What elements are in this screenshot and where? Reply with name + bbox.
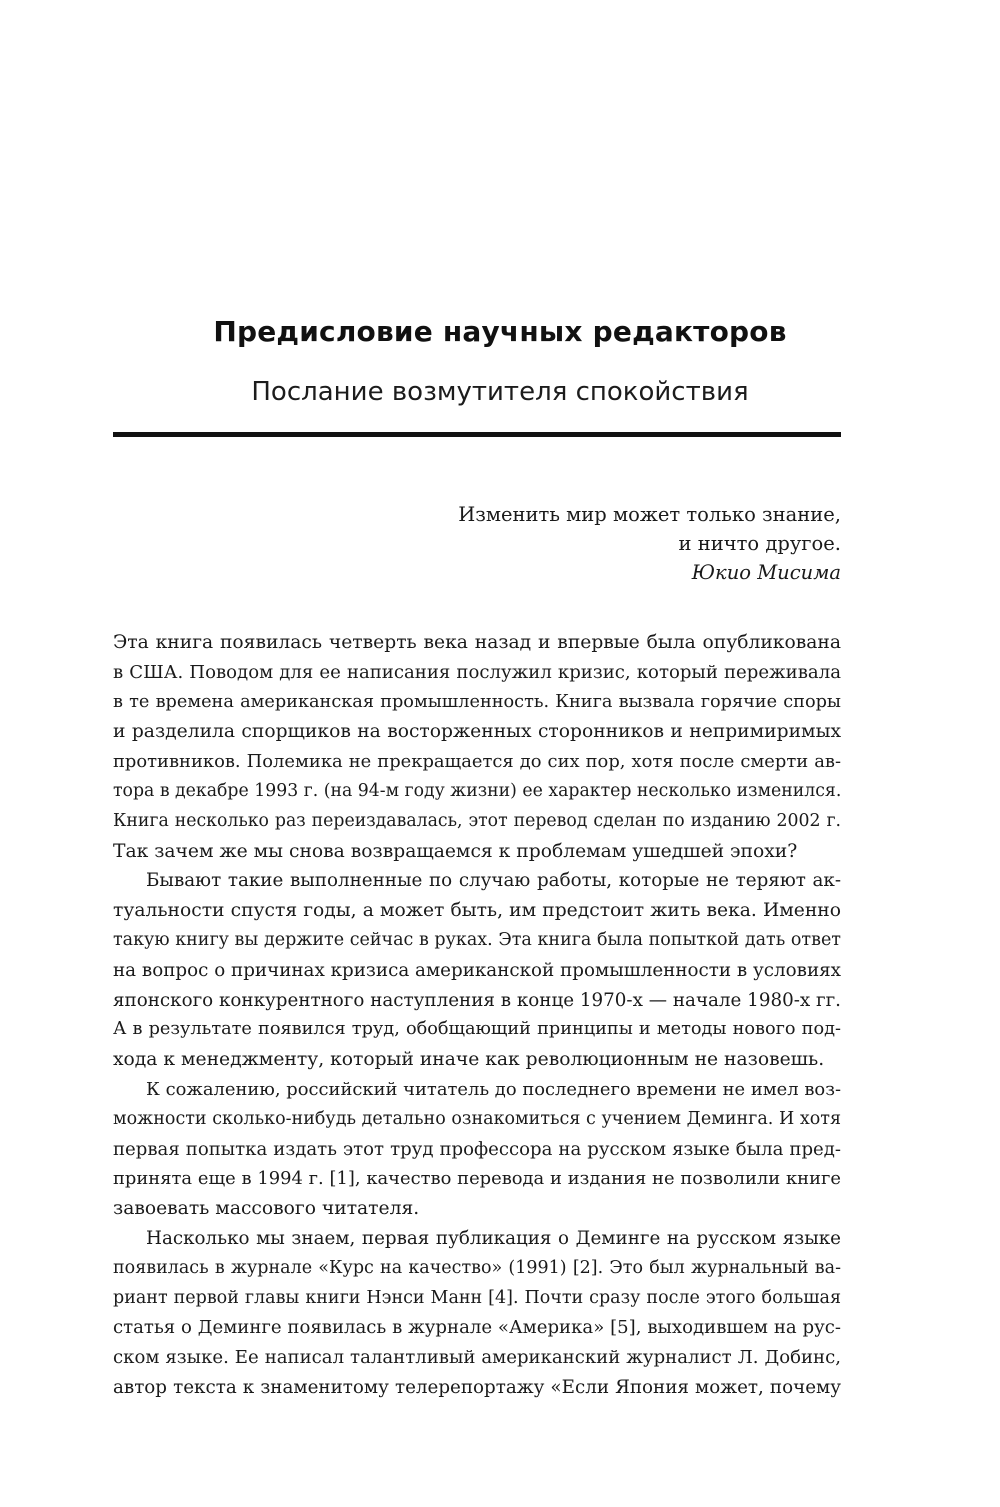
text-line: К сожалению, российский читатель до последнего времени не имел воз- bbox=[146, 1078, 841, 1100]
text-line: Книга несколько раз переиздавалась, этот перевод сделан по изданию 2002 г. bbox=[113, 810, 841, 831]
chapter-subtitle: Послание возмутителя спокойствия bbox=[251, 377, 749, 407]
text-line: Эта книга появилась четверть века назад и впервые была опубликована bbox=[113, 632, 841, 653]
epigraph-line: Изменить мир может только знание, bbox=[458, 503, 841, 526]
text-line: завоевать массового читателя. bbox=[113, 1198, 420, 1220]
text-line: туальности спустя годы, а может быть, им предстоит жить века. Именно bbox=[113, 900, 841, 922]
text-line: принята еще в 1994 г. [1], качество перевода и издания не позволили книге bbox=[113, 1168, 841, 1190]
body-text bbox=[113, 628, 841, 1403]
epigraph-line: и ничто другое. bbox=[678, 532, 841, 555]
text-line: автор текста к знаменитому телерепортажу «Если Япония может, почему bbox=[113, 1376, 841, 1398]
text-line: и разделила спорщиков на восторженных сторонников и непримиримых bbox=[113, 721, 841, 743]
text-line: такую книгу вы держите сейчас в руках. Эта книга была попыткой дать ответ bbox=[113, 929, 841, 950]
text-line: хода к менеджменту, который иначе как революционным не назовешь. bbox=[113, 1049, 825, 1071]
text-line: Насколько мы знаем, первая публикация о Деминге на русском языке bbox=[146, 1227, 841, 1249]
text-line: японского конкурентного наступления в конце 1970-х — начале 1980-х гг. bbox=[113, 989, 841, 1011]
text-line: в США. Поводом для ее написания послужил кризис, который переживала bbox=[113, 661, 841, 683]
epigraph bbox=[300, 500, 841, 587]
text-line: статья о Деминге появилась в журнале «Америка» [5], выходившем на рус- bbox=[113, 1317, 841, 1339]
text-line: риант первой главы книги Нэнси Манн [4]. Почти сразу после этого большая bbox=[113, 1287, 841, 1308]
text-line: тора в декабре 1993 г. (на 94-м году жизни) ее характер несколько изменился. bbox=[113, 780, 841, 801]
text-line: первая попытка издать этот труд профессора на русском языке была пред- bbox=[113, 1138, 841, 1160]
text-line: Так зачем же мы снова возвращаемся к проблемам ушедшей эпохи? bbox=[113, 840, 798, 862]
text-line: А в результате появился труд, обобщающий принципы и методы нового под- bbox=[113, 1019, 841, 1040]
heading-divider bbox=[113, 432, 841, 437]
epigraph-author: Юкио Мисима bbox=[691, 561, 841, 584]
text-line: появилась в журнале «Курс на качество» (1991) [2]. Это был журнальный ва- bbox=[113, 1257, 841, 1278]
text-line: можности сколько-нибудь детально ознакомиться с учением Деминга. И хотя bbox=[113, 1108, 841, 1129]
text-line: ском языке. Ее написал талантливый американский журналист Л. Добинс, bbox=[113, 1347, 841, 1369]
text-line: Бывают такие выполненные по случаю работы, которые не теряют ак- bbox=[146, 870, 841, 892]
text-line: на вопрос о причинах кризиса американской промышленности в условиях bbox=[113, 959, 841, 981]
chapter-title: Предисловие научных редакторов bbox=[213, 315, 787, 348]
text-line: в те времена американская промышленность. Книга вызвала горячие споры bbox=[113, 691, 841, 712]
text-line: противников. Полемика не прекращается до сих пор, хотя после смерти ав- bbox=[113, 751, 841, 773]
